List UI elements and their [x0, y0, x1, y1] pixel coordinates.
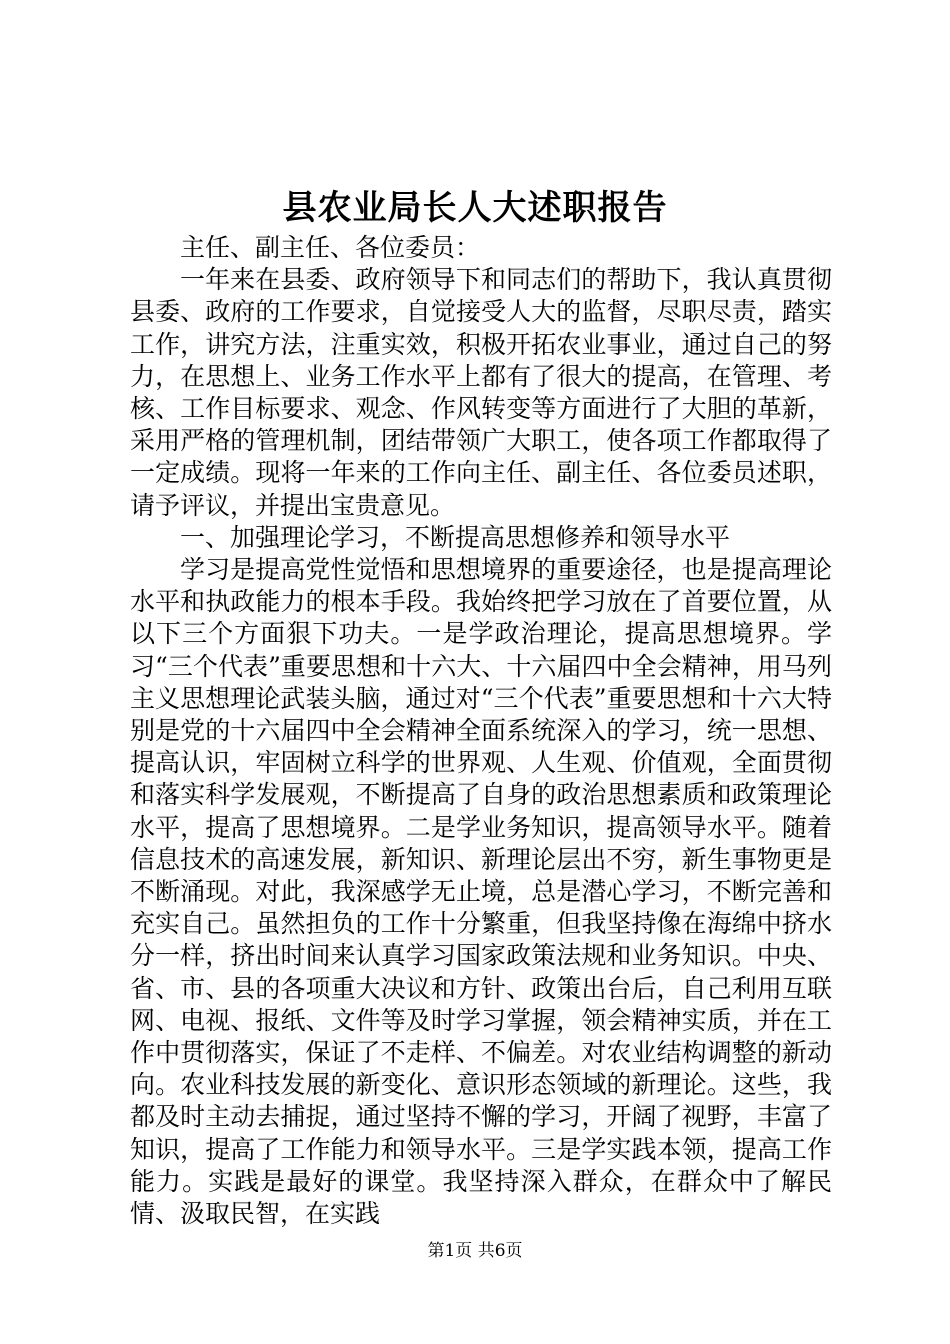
page-footer: 第1页 共6页: [427, 1241, 523, 1261]
section-heading: 一、加强理论学习，不断提高思想修养和领导水平: [180, 522, 731, 552]
document-body: [130, 232, 832, 1230]
paragraph-intro: 一年来在县委、政府领导下和同志们的帮助下，我认真贯彻县委、政府的工作要求，自觉接受人大的监督，尽职尽责，踏实工作，讲究方法，注重实效，积极开拓农业事业，通过自己的努力，在思想上、业务工作水平上都有了很大的提高，在管理、考核、工作目标要求、观念、作风转变等方面进行了大胆的革新，采用严格的管理机制，团结带领广大职工，使各项工作都取得了一定成绩。现将一年来的工作向主任、副主任、各位委员述职，请予评议，并提出宝贵意见。: [130, 265, 832, 520]
paragraph-study: 学习是提高党性觉悟和思想境界的重要途径，也是提高理论水平和执政能力的根本手段。我始终把学习放在了首要位置，从以下三个方面狠下功夫。一是学政治理论，提高思想境界。学习“三个代表”重要思想和十六大、十六届四中全会精神，用马列主义思想理论武装头脑，通过对“三个代表”重要思想和十六大特别是党的十六届四中全会精神全面系统深入的学习，统一思想、提高认识，牢固树立科学的世界观、人生观、价值观，全面贯彻和落实科学发展观，不断提高了自身的政治思想素质和政策理论水平，提高了思想境界。二是学业务知识，提高领导水平。随着信息技术的高速发展，新知识、新理论层出不穷，新生事物更是不断涌现。对此，我深感学无止境，总是潜心学习，不断完善和充实自己。虽然担负的工作十分繁重，但我坚持像在海绵中挤水分一样，挤出时间来认真学习国家政策法规和业务知识。中央、省、市、县的各项重大决议和方针、政策出台后，自己利用互联网、电视、报纸、文件等及时学习掌握，领会精神实质，并在工作中贯彻落实，保证了不走样、不偏差。对农业结构调整的新动向。农业科技发展的新变化、意识形态领域的新理论。这些，我都及时主动去捕捉，通过坚持不懈的学习，开阔了视野，丰富了知识，提高了工作能力和领导水平。三是学实践本领，提高工作能力。实践是最好的课堂。我坚持深入群众，在群众中了解民情、汲取民智，在实践: [130, 555, 832, 1229]
salutation: 主任、副主任、各位委员：: [180, 233, 481, 262]
document-title: 县农业局长人大述职报告: [282, 188, 668, 228]
